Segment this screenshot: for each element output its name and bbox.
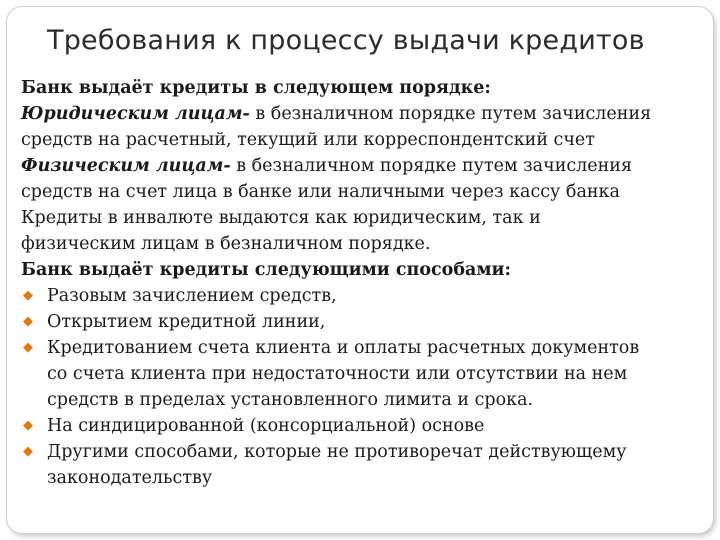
- legal-entities-label: Юридическим лицам-: [21, 104, 250, 124]
- diamond-bullet-icon: ◆: [23, 314, 33, 329]
- list-item: [21, 283, 711, 309]
- list-item: [21, 413, 711, 439]
- diamond-bullet-icon: ◆: [23, 340, 33, 355]
- list-item-text: Кредитованием счета клиента и оплаты расчетных документов: [47, 338, 640, 358]
- intro-heading: Банк выдаёт кредиты в следующем порядке:: [21, 78, 491, 98]
- list-item-text: Открытием кредитной линии,: [47, 312, 326, 332]
- list-item-text: Разовым зачислением средств,: [47, 286, 337, 306]
- diamond-bullet-icon: ◆: [23, 288, 33, 303]
- diamond-bullet-icon: ◆: [23, 418, 33, 433]
- legal-entities-line-2: средств на расчетный, текущий или корреспондентский счет: [21, 130, 595, 150]
- diamond-bullet-icon: ◆: [23, 444, 33, 459]
- currency-line-1: Кредиты в инвалюте выдаются как юридическим, так и: [21, 208, 541, 228]
- list-item: [21, 335, 711, 413]
- list-item-text: На синдицированной (консорциальной) основе: [47, 416, 485, 436]
- individuals-line-1: [21, 153, 711, 179]
- methods-list: [21, 283, 711, 491]
- individuals-text-1: в безналичном порядке путем зачисления: [230, 156, 632, 176]
- list-item-text: средств в пределах установленного лимита и срока.: [47, 390, 534, 410]
- list-item-text: Другими способами, которые не противоречат действующему: [47, 442, 627, 462]
- individuals-label: Физическим лицам-: [21, 156, 231, 176]
- legal-entities-line-1: [21, 101, 711, 127]
- page-title: Требования к процессу выдачи кредитов: [47, 25, 645, 56]
- list-item-text: со счета клиента при недостаточности или отсутствии на нем: [47, 364, 628, 384]
- currency-line-2: физическим лицам в безналичном порядке.: [21, 234, 431, 254]
- list-item: [21, 309, 711, 335]
- legal-entities-text-1: в безналичном порядке путем зачисления: [249, 104, 652, 124]
- slide-frame: [6, 6, 714, 534]
- individuals-line-2: средств на счет лица в банке или наличными через кассу банка: [21, 182, 620, 202]
- list-item: [21, 439, 711, 491]
- slide-body: [21, 75, 711, 491]
- methods-heading: Банк выдаёт кредиты следующими способами:: [21, 260, 511, 280]
- list-item-text: законодательству: [47, 468, 213, 488]
